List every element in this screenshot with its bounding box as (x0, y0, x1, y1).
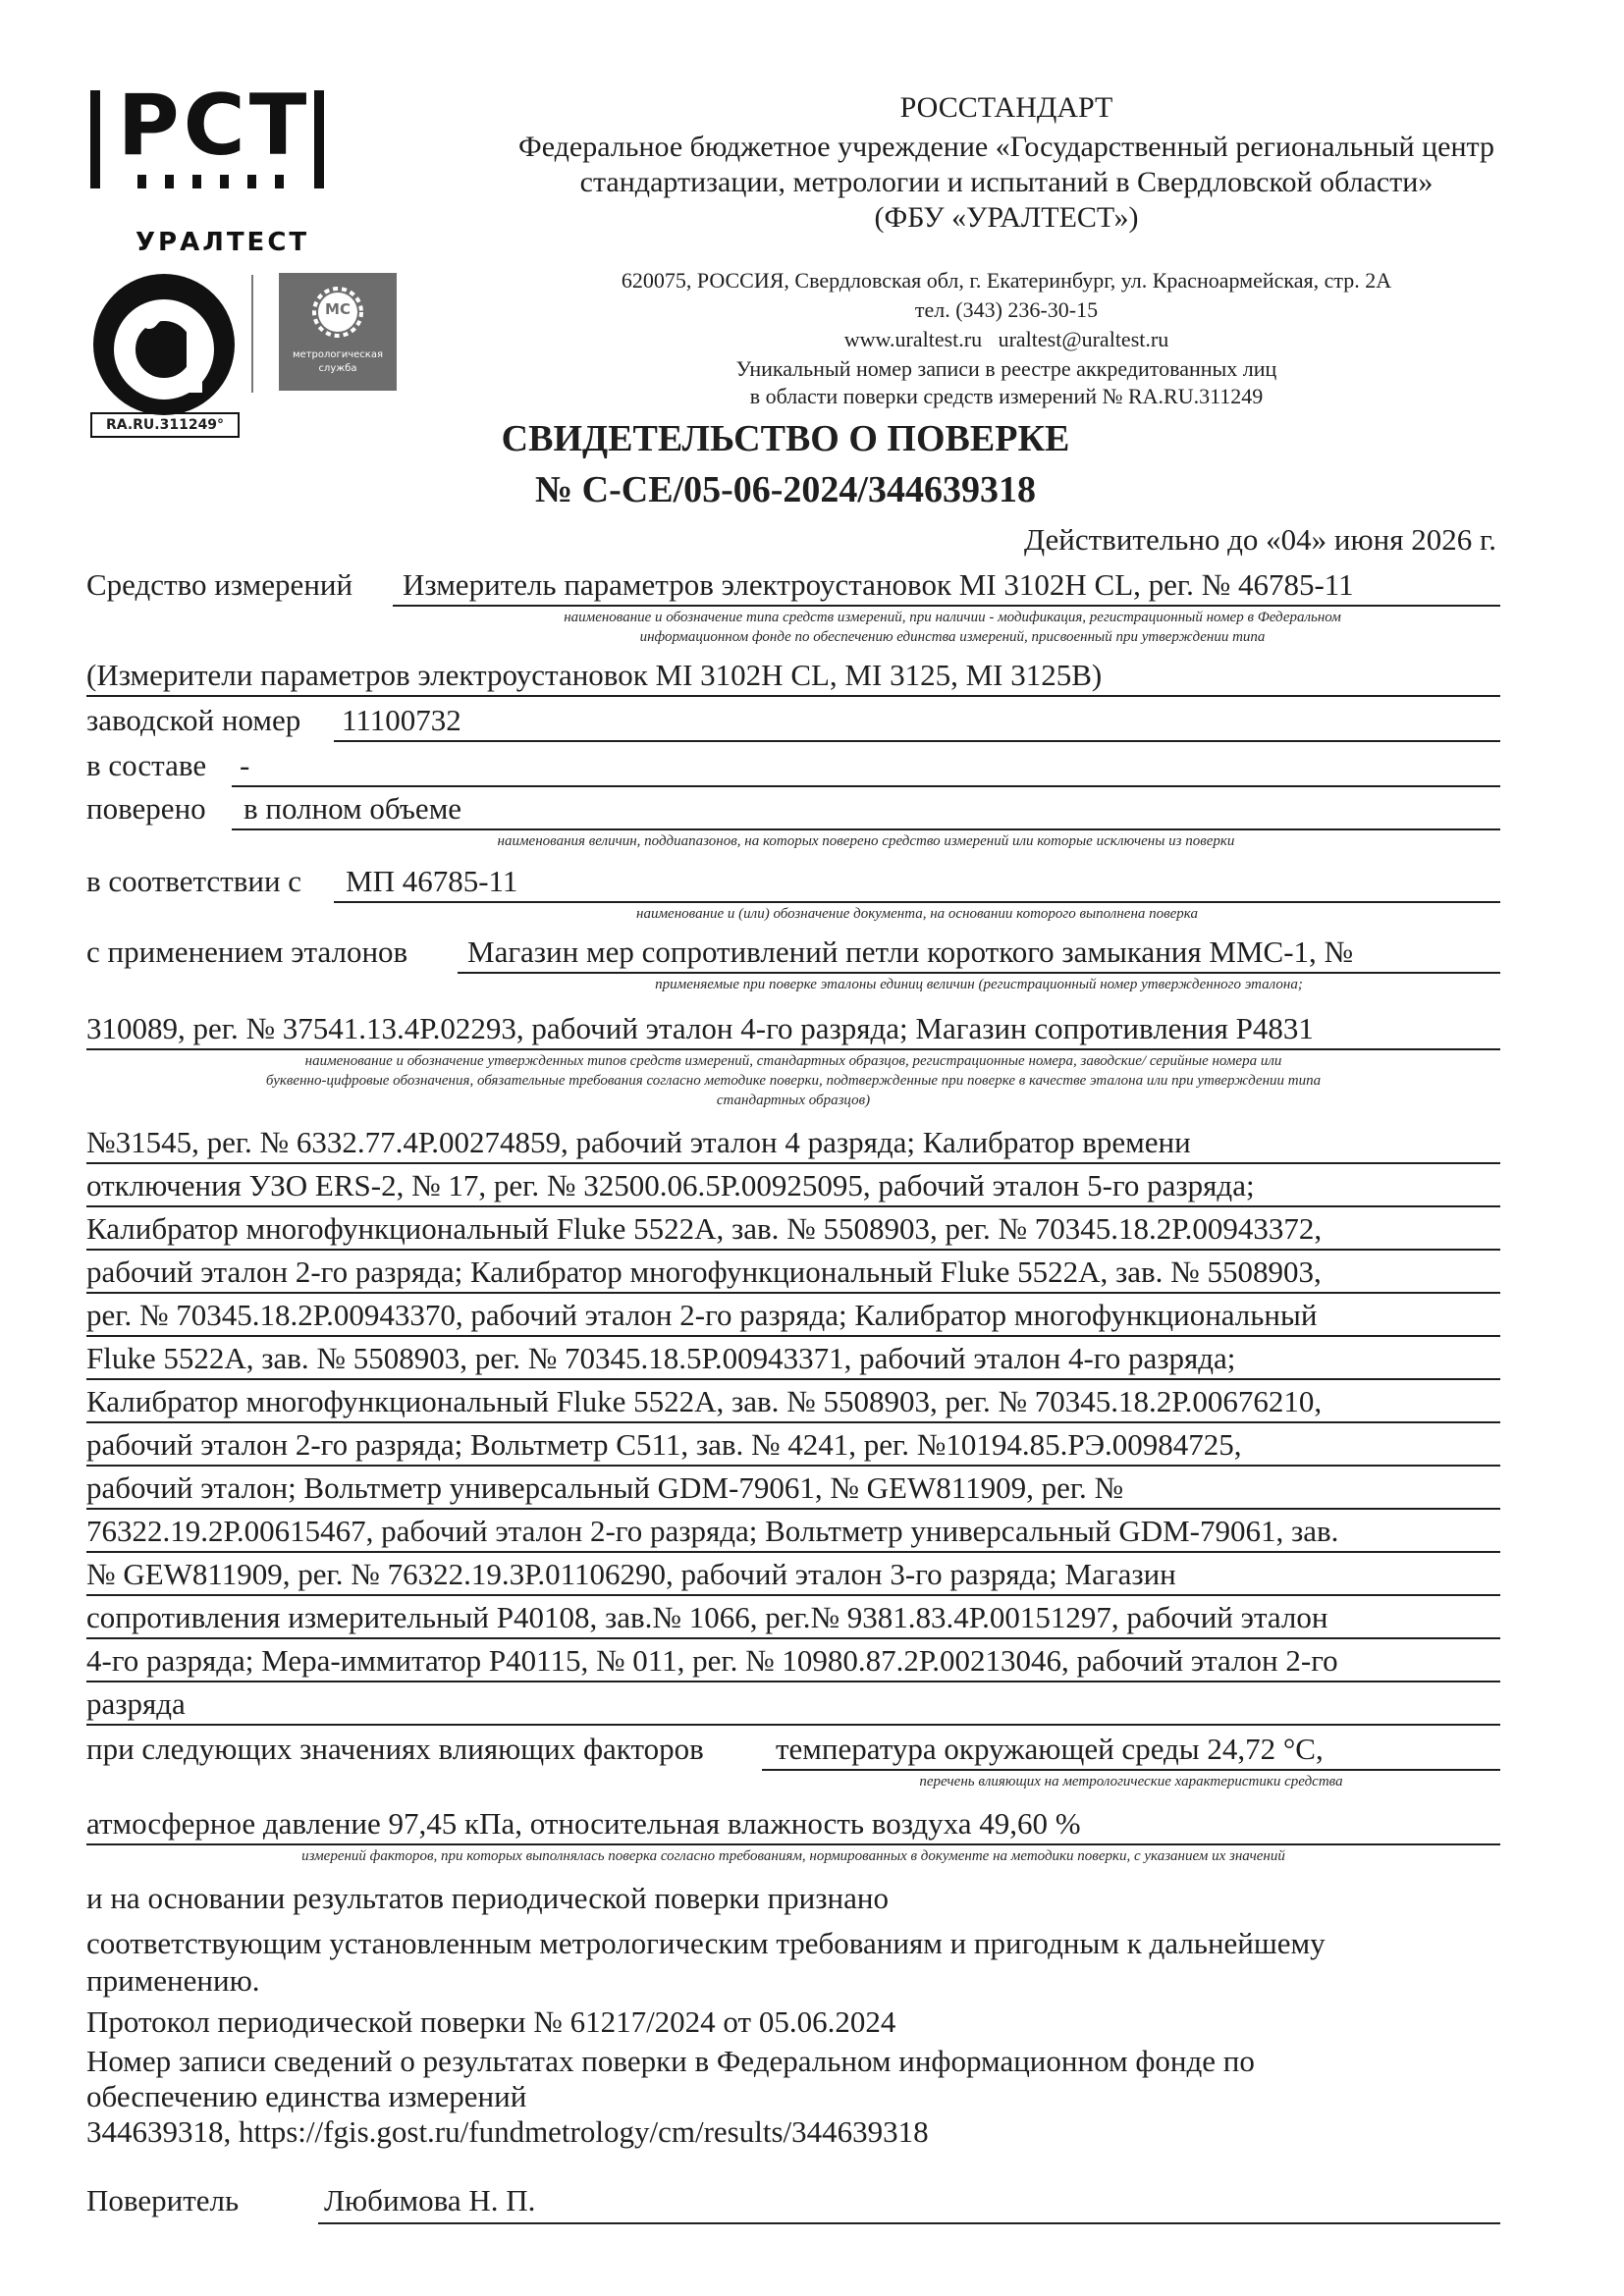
metrology-badge-letters: МС (325, 300, 351, 318)
standards-line-underline (86, 1551, 1500, 1553)
standards-label: с применением эталонов (86, 934, 408, 969)
org-line-3: (ФБУ «УРАЛТЕСТ») (874, 201, 1139, 234)
standards-line-underline (86, 1637, 1500, 1639)
verified-label: поверено (86, 791, 206, 826)
verified-note: наименования величин, поддиапазонов, на которых поверено средство измерений или которые исключены из поверки (497, 833, 1235, 849)
org-address: 620075, РОССИЯ, Свердловская обл, г. Екатеринбург, ул. Красноармейская, стр. 2А (621, 268, 1392, 293)
standards-line-1: Магазин мер сопротивлений петли короткого замыкания ММС-1, № (467, 934, 1354, 969)
org-short-name: УРАЛТЕСТ (135, 228, 310, 257)
instrument-underline (393, 605, 1500, 607)
registry-line-2: в области поверки средств измерений № RA.RU.311249 (749, 384, 1264, 408)
conclusion-line-2: соответствующим установленным метрологическим требованиям и пригодным к дальнейшему (86, 1926, 1326, 1960)
org-line-1: Федеральное бюджетное учреждение «Государственный региональный центр (518, 131, 1494, 163)
standards-line-underline (86, 1378, 1500, 1380)
org-web: www.uraltest.ru uraltest@uraltest.ru (843, 327, 1169, 351)
standards-line: сопротивления измерительный Р40108, зав.№ 1066, рег.№ 9381.83.4Р.00151297, рабочий эталон (86, 1600, 1328, 1634)
standards-line-underline (86, 1508, 1500, 1510)
instrument-value-2-underline (86, 695, 1500, 697)
factors-note-2: измерений факторов, при которых выполнялась поверка согласно требованиям, нормированных в документе на методики поверки, с указанием их значений (301, 1848, 1285, 1864)
standards-note-2b: буквенно-цифровые обозначения, обязательные требования согласно методике поверки, подтвержденные при поверке в качестве эталона или при утверждении типа (265, 1073, 1322, 1089)
standards-line-underline (86, 1594, 1500, 1596)
composition-value: - (240, 748, 250, 782)
composition-underline (232, 785, 1500, 787)
metrology-badge (279, 273, 397, 391)
standards-line: разряда (86, 1686, 186, 1721)
verified-value: в полном объеме (244, 791, 462, 826)
valid-until: Действительно до «04» июня 2026 г. (1024, 522, 1496, 557)
serial-label: заводской номер (86, 703, 301, 737)
metrology-badge-text-1: метрологическая (293, 349, 383, 360)
standards-line-underline (86, 1335, 1500, 1337)
standards-line: 4-го разряда; Мера-иммитатор Р40115, № 011, рег. № 10980.87.2Р.00213046, рабочий эталон 2-го (86, 1643, 1338, 1678)
org-phone: тел. (343) 236-30-15 (914, 297, 1099, 322)
verifier-label: Поверитель (86, 2183, 240, 2217)
instrument-value: Измеритель параметров электроустановок MI 3102H CL, рег. № 46785-11 (403, 567, 1354, 602)
standards-line: 76322.19.2Р.00615467, рабочий эталон 2-го разряда; Вольтметр универсальный GDM-79061, зав. (86, 1514, 1339, 1548)
factors-value-2: атмосферное давление 97,45 кПа, относительная влажность воздуха 49,60 % (86, 1806, 1081, 1841)
instrument-value-2: (Измерители параметров электроустановок MI 3102H CL, MI 3125, MI 3125B) (86, 658, 1103, 692)
org-line-2: стандартизации, метрологии и испытаний в Свердловской области» (579, 166, 1434, 198)
standards-line-underline (86, 1249, 1500, 1251)
standards-line: рабочий эталон 2-го разряда; Вольтметр С511, зав. № 4241, рег. №10194.85.РЭ.00984725, (86, 1427, 1242, 1462)
conclusion-line-3: применению. (86, 1963, 260, 1998)
factors-note-1: перечень влияющих на метрологические характеристики средства (919, 1774, 1343, 1789)
factors-value-2-underline (86, 1843, 1500, 1845)
certificate-number: № С-СЕ/05-06-2024/344639318 (535, 469, 1036, 510)
standards-line: Калибратор многофункциональный Fluke 5522A, зав. № 5508903, рег. № 70345.18.2Р.00676210, (86, 1384, 1323, 1418)
according-underline (334, 901, 1500, 903)
standards-line: отключения УЗО ERS-2, № 17, рег. № 32500.06.5Р.00925095, рабочий эталон 5-го разряда; (86, 1168, 1255, 1202)
standards-line-2-underline (86, 1048, 1500, 1050)
standards-line-underline (86, 1465, 1500, 1467)
standards-line: рабочий эталон; Вольтметр универсальный GDM-79061, № GEW811909, рег. № (86, 1470, 1124, 1505)
standards-note-1: применяемые при поверке эталоны единиц величин (регистрационный номер утвержденного эталона; (655, 977, 1303, 992)
standards-line: Калибратор многофункциональный Fluke 5522A, зав. № 5508903, рег. № 70345.18.2Р.00943372, (86, 1211, 1323, 1246)
standards-line: рег. № 70345.18.2Р.00943370, рабочий эталон 2-го разряда; Калибратор многофункциональный (86, 1298, 1318, 1332)
conclusion-line-1: и на основании результатов периодической поверки признано (86, 1881, 889, 1915)
fgis-line-2: обеспечению единства измерений (86, 2079, 527, 2113)
instrument-label: Средство измерений (86, 567, 353, 602)
serial-value: 11100732 (342, 703, 461, 737)
standards-line-2: 310089, рег. № 37541.13.4Р.02293, рабочий эталон 4-го разряда; Магазин сопротивления Р4831 (86, 1011, 1314, 1045)
fgis-line-1: Номер записи сведений о результатах поверки в Федеральном информационном фонде по (86, 2044, 1255, 2078)
verifier-underline (318, 2222, 1500, 2224)
according-value: МП 46785-11 (346, 864, 518, 898)
metrology-badge-text-2: служба (318, 363, 357, 374)
standards-line: Fluke 5522A, зав. № 5508903, рег. № 70345.18.5Р.00943371, рабочий эталон 4-го разряда; (86, 1341, 1236, 1375)
logo-divider (251, 275, 253, 393)
accreditation-logo-icon (90, 271, 238, 418)
factors-value: температура окружающей среды 24,72 °C, (776, 1732, 1324, 1766)
instrument-note-1: наименование и обозначение типа средств измерений, при наличии - модификация, регистрационный номер в Федеральном (564, 610, 1341, 625)
verified-underline (232, 828, 1500, 830)
certificate-title: СВИДЕТЕЛЬСТВО О ПОВЕРКЕ (501, 418, 1070, 459)
rst-logo-text: РСТ (117, 77, 311, 175)
registry-line-1: Уникальный номер записи в реестре аккредитованных лиц (735, 356, 1277, 381)
serial-underline (334, 740, 1500, 742)
factors-label: при следующих значениях влияющих факторов (86, 1732, 704, 1766)
instrument-note-2: информационном фонде по обеспечению единства измерений, присвоенный при утверждении типа (639, 629, 1266, 645)
standards-line-1-underline (458, 972, 1500, 974)
agency-name: РОССТАНДАРТ (899, 91, 1113, 124)
verifier-name: Любимова Н. П. (324, 2183, 536, 2217)
standards-line-underline (86, 1162, 1500, 1164)
accreditation-number-box (90, 412, 240, 438)
fgis-line-3: 344639318, https://fgis.gost.ru/fundmetrology/cm/results/344639318 (86, 2114, 929, 2149)
standards-line: № GEW811909, рег. № 76322.19.3Р.01106290, рабочий эталон 3-го разряда; Магазин (86, 1557, 1176, 1591)
standards-line-underline (86, 1292, 1500, 1294)
standards-line-underline (86, 1681, 1500, 1682)
composition-label: в составе (86, 748, 207, 782)
standards-line-underline (86, 1205, 1500, 1207)
factors-underline (762, 1769, 1500, 1771)
according-label: в соответствии с (86, 864, 302, 898)
standards-note-2c: стандартных образцов) (716, 1093, 871, 1108)
protocol-line: Протокол периодической поверки № 61217/2024 от 05.06.2024 (86, 2004, 896, 2039)
standards-note-2a: наименование и обозначение утвержденных типов средств измерений, стандартных образцов, регистрационные номера, заводские/ серийные номера или (304, 1053, 1282, 1069)
accreditation-mark: ° (217, 417, 225, 433)
standards-line: №31545, рег. № 6332.77.4Р.00274859, рабочий эталон 4 разряда; Калибратор времени (86, 1125, 1191, 1159)
according-note: наименование и (или) обозначение документа, на основании которого выполнена поверка (636, 906, 1198, 922)
accreditation-number: RA.RU.311249 (105, 417, 218, 433)
standards-line-underline (86, 1421, 1500, 1423)
standards-line: рабочий эталон 2-го разряда; Калибратор многофункциональный Fluke 5522A, зав. № 5508903, (86, 1255, 1322, 1289)
standards-line-underline (86, 1724, 1500, 1726)
